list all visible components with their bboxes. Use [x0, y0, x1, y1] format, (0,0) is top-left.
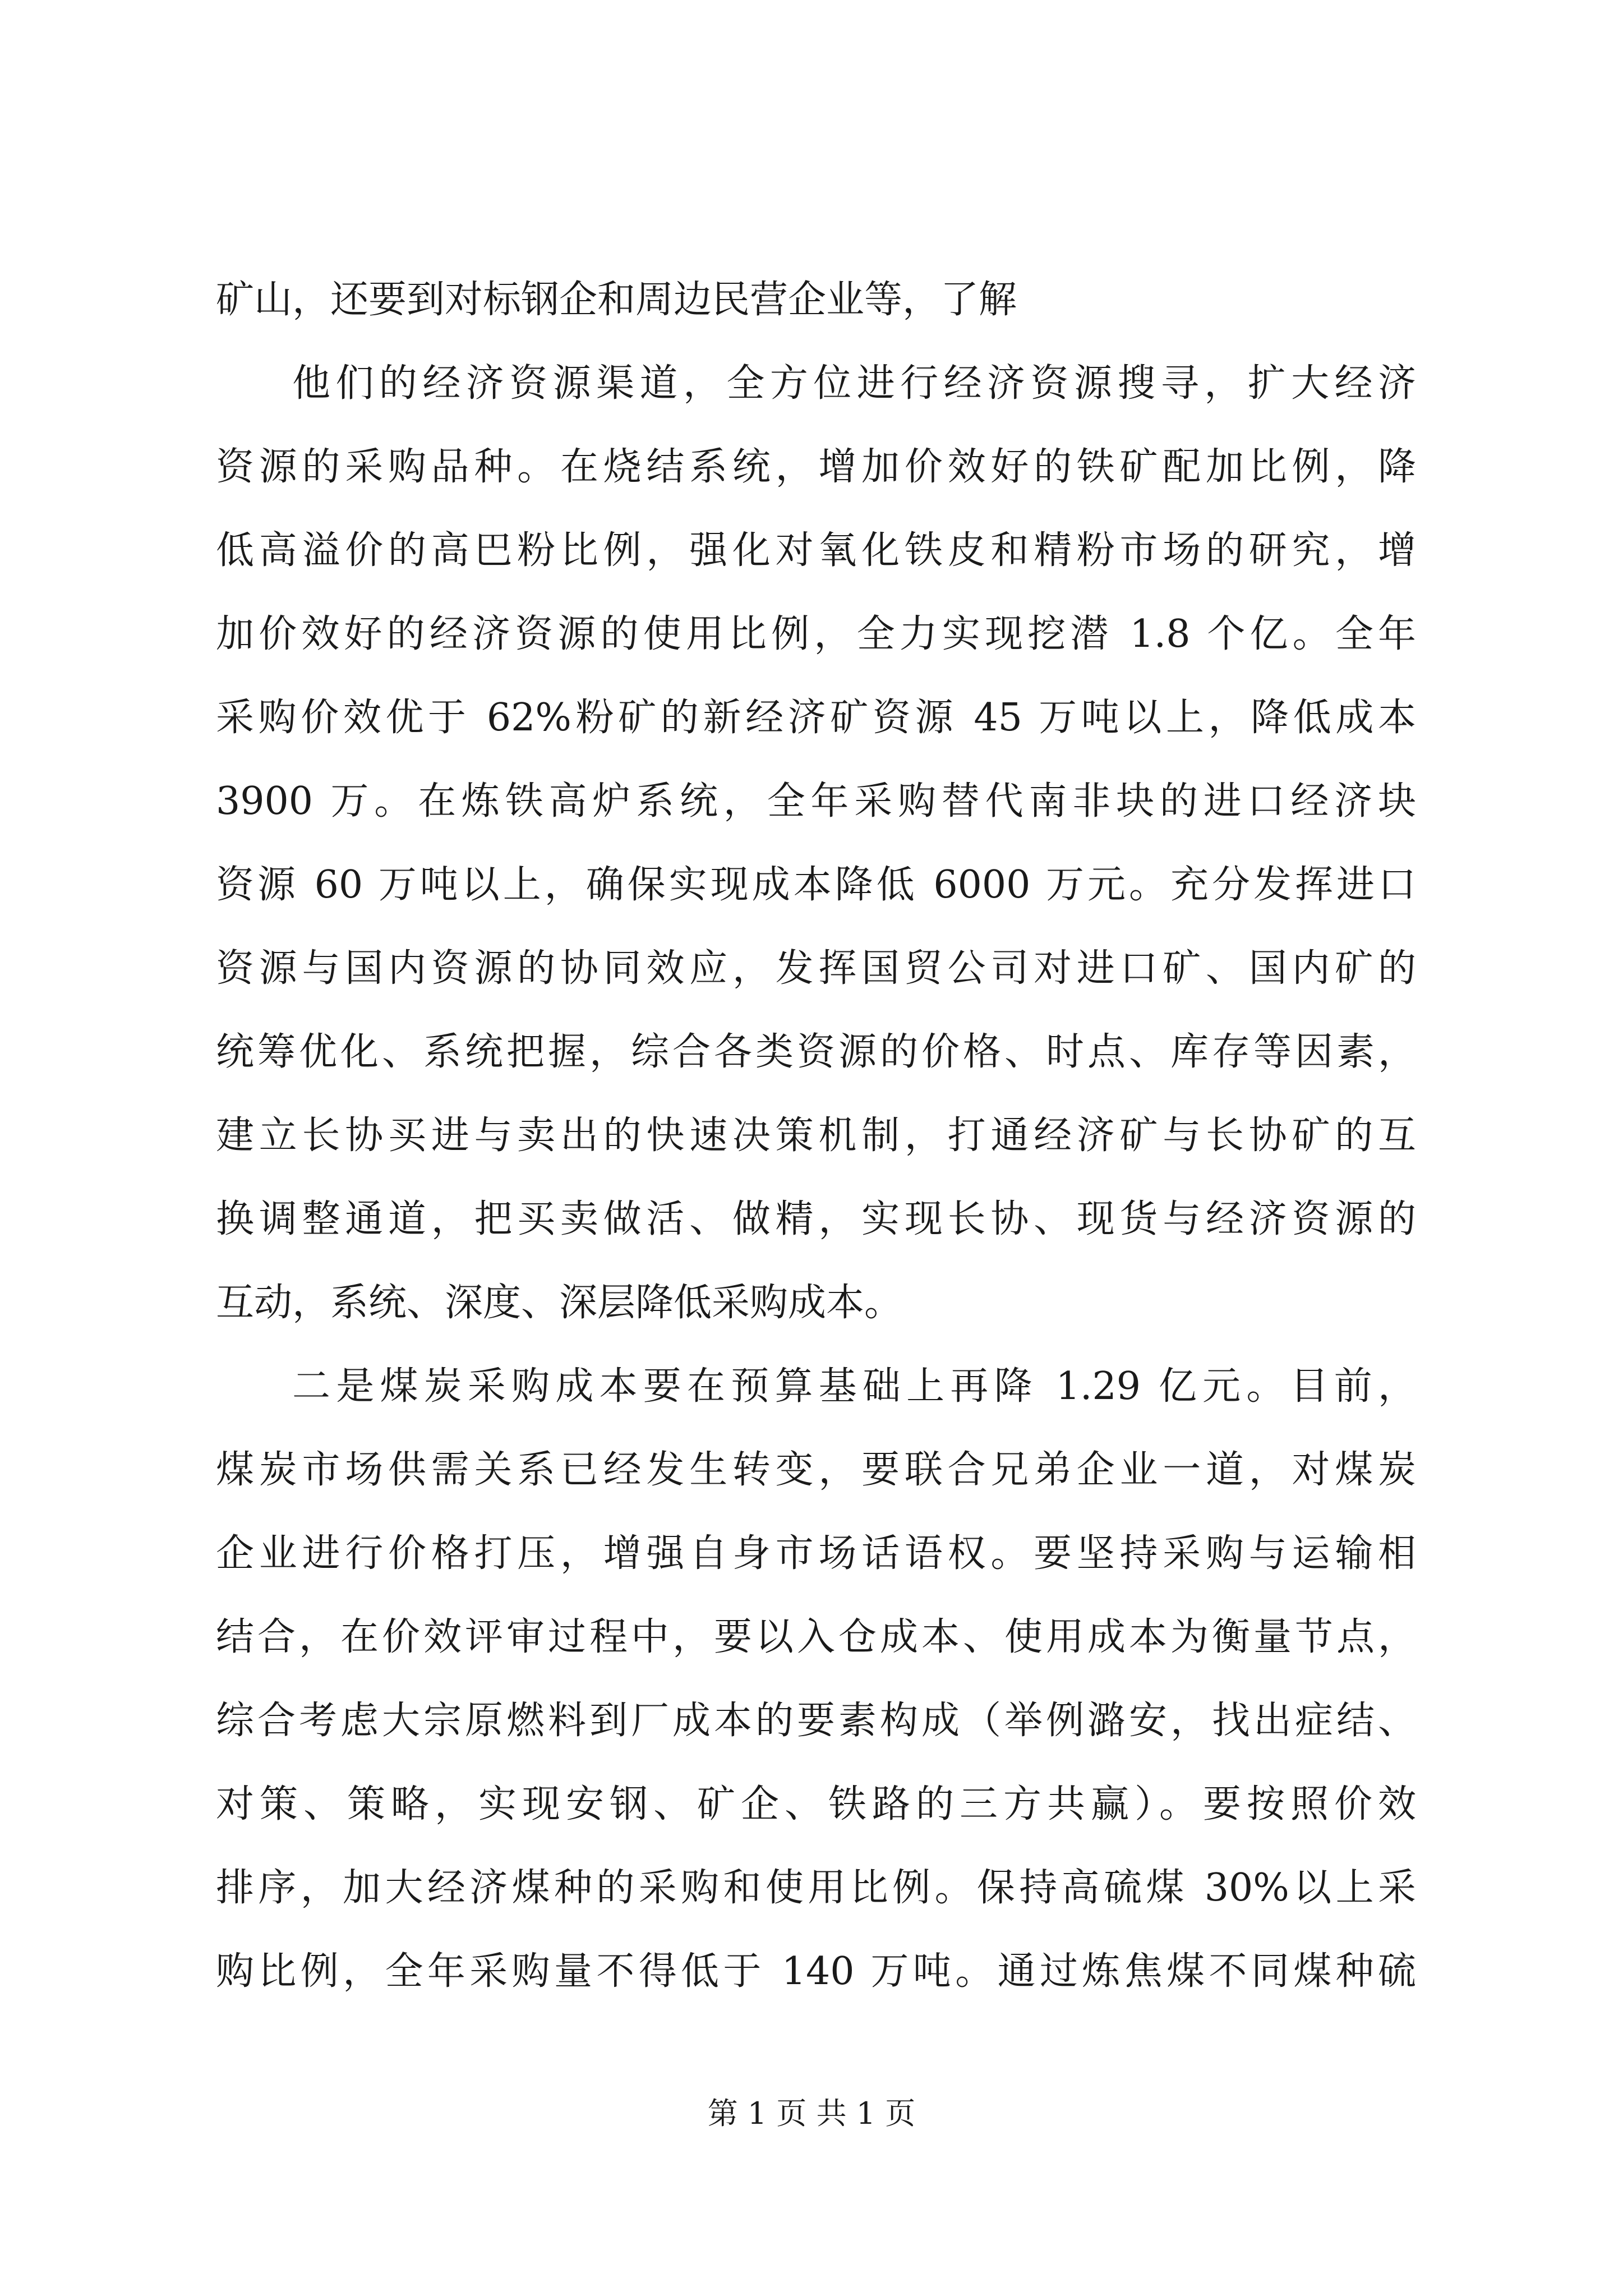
paragraph-line: 排序，加大经济煤种的采购和使用比例。保持高硫煤 30%以上采 [216, 1866, 1416, 1910]
paragraph-line: 低高溢价的高巴粉比例，强化对氧化铁皮和精粉市场的研究，增 [216, 528, 1416, 573]
paragraph-line: 购比例，全年采购量不得低于 140 万吨。通过炼焦煤不同煤种硫 [216, 1949, 1416, 1994]
paragraph-line: 煤炭市场供需关系已经发生转变，要联合兄弟企业一道，对煤炭 [216, 1448, 1416, 1492]
paragraph-line: 资源与国内资源的协同效应，发挥国贸公司对进口矿、国内矿的 [216, 946, 1416, 991]
paragraph-line: 加价效好的经济资源的使用比例，全力实现挖潜 1.8 个亿。全年 [216, 612, 1416, 656]
paragraph-line: 互动，系统、深度、深层降低采购成本。 [216, 1281, 903, 1325]
paragraph-line: 结合，在价效评审过程中，要以入仓成本、使用成本为衡量节点， [216, 1615, 1416, 1659]
paragraph-line: 建立长协买进与卖出的快速决策机制，打通经济矿与长协矿的互 [216, 1114, 1416, 1158]
paragraph-line: 矿山，还要到对标钢企和周边民营企业等，了解 [216, 278, 1017, 322]
paragraph-line: 资源的采购品种。在烧结系统，增加价效好的铁矿配加比例，降 [216, 445, 1416, 489]
paragraph-line: 企业进行价格打压，增强自身市场话语权。要坚持采购与运输相 [216, 1531, 1416, 1576]
paragraph-line: 综合考虑大宗原燃料到厂成本的要素构成（举例潞安，找出症结、 [216, 1699, 1416, 1743]
paragraph-line: 采购价效优于 62%粉矿的新经济矿资源 45 万吨以上，降低成本 [216, 696, 1416, 740]
paragraph-line: 统筹优化、系统把握，综合各类资源的价格、时点、库存等因素， [216, 1030, 1416, 1074]
paragraph-line: 他们的经济资源渠道，全方位进行经济资源搜寻，扩大经济 [292, 361, 1416, 406]
paragraph-line: 对策、策略，实现安钢、矿企、铁路的三方共赢）。要按照价效 [216, 1782, 1416, 1826]
paragraph-line: 资源 60 万吨以上，确保实现成本降低 6000 万元。充分发挥进口 [216, 863, 1416, 907]
paragraph-line: 二是煤炭采购成本要在预算基础上再降 1.29 亿元。目前， [292, 1364, 1416, 1409]
document-body [216, 258, 1416, 2013]
paragraph-line: 3900 万。在炼铁高炉系统，全年采购替代南非块的进口经济块 [216, 779, 1416, 823]
paragraph-line: 换调整通道，把买卖做活、做精，实现长协、现货与经济资源的 [216, 1197, 1416, 1241]
page-number-footer: 第 1 页 共 1 页 [707, 2096, 916, 2131]
